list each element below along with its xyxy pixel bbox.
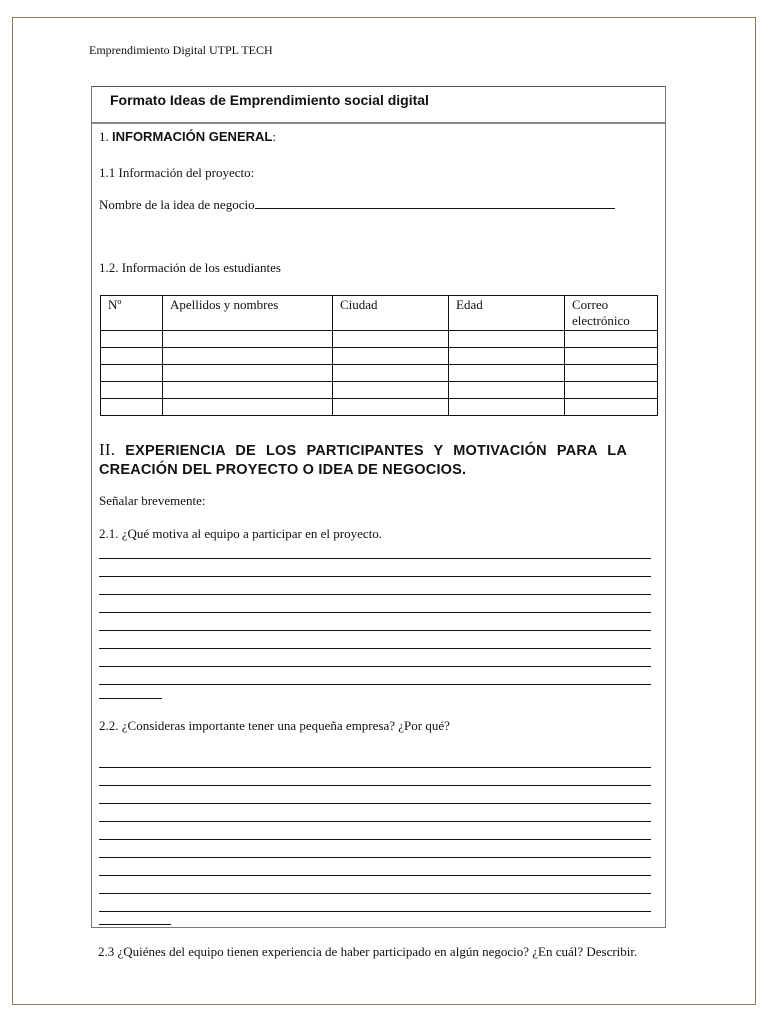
col-header-city: Ciudad (333, 296, 449, 331)
table-row (101, 348, 658, 365)
idea-name-field[interactable] (99, 197, 615, 213)
running-header: Emprendimiento Digital UTPL TECH (89, 43, 273, 57)
table-cell[interactable] (333, 382, 449, 399)
table-row (101, 399, 658, 416)
table-cell[interactable] (565, 399, 658, 416)
table-cell[interactable] (101, 365, 163, 382)
section1-heading (99, 129, 276, 145)
answer-line[interactable] (99, 804, 651, 822)
table-cell[interactable] (163, 331, 333, 348)
table-cell[interactable] (333, 348, 449, 365)
students-table (100, 295, 658, 416)
answer-line[interactable] (99, 613, 651, 631)
table-cell[interactable] (101, 348, 163, 365)
answer-line[interactable] (99, 541, 651, 559)
answer-line[interactable] (99, 631, 651, 649)
answer-line[interactable] (99, 667, 651, 685)
answer-line[interactable] (99, 876, 651, 894)
col-header-names: Apellidos y nombres (163, 296, 333, 331)
answer-line[interactable] (99, 858, 651, 876)
table-cell[interactable] (101, 331, 163, 348)
table-cell[interactable] (449, 399, 565, 416)
question-2-2: 2.2. ¿Consideras importante tener una pequeña empresa? ¿Por qué? (99, 718, 450, 733)
table-row (101, 365, 658, 382)
table-cell[interactable] (333, 331, 449, 348)
table-cell[interactable] (333, 399, 449, 416)
answer-line-short[interactable] (99, 697, 162, 699)
section1-colon: : (272, 129, 276, 144)
form-frame (91, 86, 666, 928)
answer-line-short[interactable] (99, 923, 171, 925)
question-2-1: 2.1. ¿Qué motiva al equipo a participar en el proyecto. (99, 526, 383, 541)
answer-line[interactable] (99, 649, 651, 667)
table-cell[interactable] (163, 399, 333, 416)
table-cell[interactable] (565, 382, 658, 399)
table-cell[interactable] (565, 348, 658, 365)
table-row (101, 382, 658, 399)
section2-heading (99, 440, 627, 480)
answer-line[interactable] (99, 559, 651, 577)
answer-area-2-2[interactable] (99, 750, 651, 912)
idea-name-blank[interactable] (255, 207, 615, 209)
section1-number: 1. (99, 129, 109, 144)
question-2-3: 2.3 ¿Quiénes del equipo tienen experiencia de haber participado en algún negocio? ¿En cuál? Describir. (98, 944, 638, 959)
answer-line[interactable] (99, 822, 651, 840)
col-header-number: Nº (101, 296, 163, 331)
table-row (101, 331, 658, 348)
answer-area-2-1[interactable] (99, 541, 651, 685)
table-cell[interactable] (163, 348, 333, 365)
section2-roman-numeral: II. (99, 440, 116, 459)
answer-line[interactable] (99, 595, 651, 613)
section2-instruction: Señalar brevemente: (99, 493, 206, 508)
subsection-1-2: 1.2. Información de los estudiantes (99, 260, 281, 275)
table-cell[interactable] (163, 365, 333, 382)
subsection-1-1: 1.1 Información del proyecto: (99, 165, 255, 180)
form-title-box (92, 87, 665, 124)
table-cell[interactable] (449, 348, 565, 365)
answer-line[interactable] (99, 840, 651, 858)
students-table-header-row (101, 296, 658, 331)
section2-title: EXPERIENCIA DE LOS PARTICIPANTES Y MOTIVACIÓN PARA LA CREACIÓN DEL PROYECTO O IDEA DE NEGOCIOS. (99, 443, 627, 478)
idea-name-label: Nombre de la idea de negocio (99, 197, 255, 212)
answer-line[interactable] (99, 786, 651, 804)
col-header-email: Correo electrónico (565, 296, 658, 331)
table-cell[interactable] (565, 331, 658, 348)
table-cell[interactable] (565, 365, 658, 382)
table-cell[interactable] (449, 365, 565, 382)
answer-line[interactable] (99, 750, 651, 768)
form-title: Formato Ideas de Emprendimiento social digital (110, 92, 429, 108)
answer-line[interactable] (99, 894, 651, 912)
table-cell[interactable] (101, 399, 163, 416)
table-cell[interactable] (449, 382, 565, 399)
answer-line[interactable] (99, 768, 651, 786)
table-cell[interactable] (333, 365, 449, 382)
table-cell[interactable] (101, 382, 163, 399)
answer-line[interactable] (99, 577, 651, 595)
section1-title: INFORMACIÓN GENERAL (112, 129, 273, 144)
table-cell[interactable] (449, 331, 565, 348)
table-cell[interactable] (163, 382, 333, 399)
col-header-age: Edad (449, 296, 565, 331)
